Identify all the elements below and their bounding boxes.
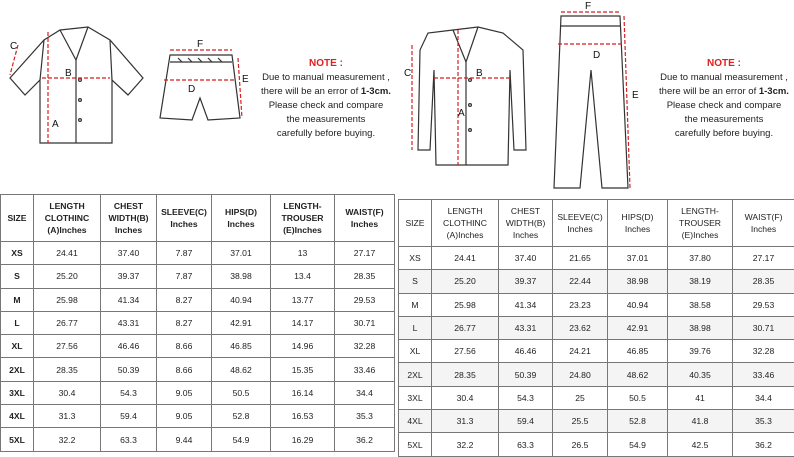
label-b: B — [476, 68, 483, 79]
size-cell: 5XL — [399, 433, 432, 456]
measurement-cell: 15.35 — [271, 358, 335, 381]
table-row — [1, 405, 395, 428]
column-header: CHEST WIDTH(B) Inches — [499, 200, 553, 247]
note-line-2: there will be an error of 1-3cm. — [258, 85, 394, 99]
measurement-cell: 41.34 — [101, 288, 157, 311]
measurement-cell: 8.27 — [157, 288, 212, 311]
measurement-cell: 37.80 — [668, 247, 733, 270]
size-cell: 4XL — [399, 410, 432, 433]
measurement-note — [258, 57, 394, 141]
measurement-cell: 54.3 — [499, 386, 553, 409]
measurement-cell: 16.29 — [271, 428, 335, 451]
measurement-cell: 7.87 — [157, 242, 212, 265]
measurement-cell: 40.94 — [608, 293, 668, 316]
measurement-cell: 54.9 — [608, 433, 668, 456]
measurement-cell: 27.17 — [335, 242, 395, 265]
measurement-note — [654, 57, 794, 141]
column-header: HIPS(D) Inches — [608, 200, 668, 247]
long-set-size-table — [398, 199, 794, 457]
label-e: E — [632, 90, 639, 101]
table-row — [1, 428, 395, 451]
measurement-cell: 38.98 — [212, 265, 271, 288]
column-header: WAIST(F) Inches — [733, 200, 794, 247]
measurement-cell: 32.2 — [34, 428, 101, 451]
size-cell: 2XL — [1, 358, 34, 381]
measurement-cell: 54.3 — [101, 381, 157, 404]
size-cell: XL — [1, 335, 34, 358]
measurement-cell: 37.40 — [499, 247, 553, 270]
measurement-cell: 9.44 — [157, 428, 212, 451]
measurement-cell: 16.14 — [271, 381, 335, 404]
table-row — [1, 335, 395, 358]
measurement-cell: 38.58 — [668, 293, 733, 316]
table-row — [399, 363, 794, 386]
measurement-cell: 36.2 — [335, 428, 395, 451]
measurement-cell: 40.94 — [212, 288, 271, 311]
measurement-cell: 43.31 — [499, 316, 553, 339]
measurement-cell: 33.46 — [733, 363, 794, 386]
column-header: SLEEVE(C) Inches — [553, 200, 608, 247]
column-header: SIZE — [399, 200, 432, 247]
measurement-cell: 40.35 — [668, 363, 733, 386]
note-line-5: carefully before buying. — [258, 127, 394, 141]
measurement-cell: 7.87 — [157, 265, 212, 288]
measurement-cell: 37.01 — [212, 242, 271, 265]
measurement-cell: 31.3 — [34, 405, 101, 428]
note-line-4: the measurements — [258, 113, 394, 127]
measurement-cell: 33.46 — [335, 358, 395, 381]
size-cell: XS — [399, 247, 432, 270]
column-header: CHEST WIDTH(B) Inches — [101, 195, 157, 242]
label-f: F — [197, 39, 203, 50]
measurement-cell: 50.39 — [101, 358, 157, 381]
size-cell: L — [1, 311, 34, 334]
size-cell: 3XL — [1, 381, 34, 404]
note-line-2: there will be an error of 1-3cm. — [654, 85, 794, 99]
measurement-cell: 9.05 — [157, 381, 212, 404]
size-cell: 3XL — [399, 386, 432, 409]
measurement-cell: 28.35 — [432, 363, 499, 386]
column-header: LENGTH CLOTHINC (A)Inches — [432, 200, 499, 247]
measurement-cell: 29.53 — [335, 288, 395, 311]
size-cell: S — [1, 265, 34, 288]
measurement-cell: 27.56 — [432, 340, 499, 363]
size-cell: 5XL — [1, 428, 34, 451]
measurement-cell: 42.91 — [608, 316, 668, 339]
table-row — [1, 358, 395, 381]
measurement-cell: 34.4 — [335, 381, 395, 404]
label-f: F — [585, 1, 591, 12]
measurement-cell: 8.66 — [157, 335, 212, 358]
measurement-cell: 50.39 — [499, 363, 553, 386]
measurement-cell: 26.5 — [553, 433, 608, 456]
measurement-cell: 26.77 — [432, 316, 499, 339]
measurement-cell: 39.76 — [668, 340, 733, 363]
measurement-cell: 13 — [271, 242, 335, 265]
label-a: A — [52, 119, 59, 130]
measurement-cell: 50.5 — [608, 386, 668, 409]
note-title: NOTE : — [654, 57, 794, 71]
size-cell: M — [1, 288, 34, 311]
size-cell: L — [399, 316, 432, 339]
table-header-row — [399, 200, 794, 247]
measurement-cell: 41.34 — [499, 293, 553, 316]
table-row — [399, 247, 794, 270]
size-cell: 2XL — [399, 363, 432, 386]
short-sleeve-set-panel — [0, 0, 394, 447]
table-row — [1, 311, 395, 334]
measurement-cell: 25.98 — [432, 293, 499, 316]
measurement-cell: 30.71 — [733, 316, 794, 339]
measurement-cell: 37.40 — [101, 242, 157, 265]
measurement-cell: 46.46 — [101, 335, 157, 358]
measurement-cell: 32.28 — [335, 335, 395, 358]
long-sleeve-set-panel — [398, 0, 794, 447]
table-row — [399, 433, 794, 456]
table-row — [1, 265, 395, 288]
trousers-illustration — [554, 16, 628, 188]
measurement-cell: 8.66 — [157, 358, 212, 381]
measurement-cell: 48.62 — [212, 358, 271, 381]
measurement-cell: 35.3 — [335, 405, 395, 428]
measurement-cell: 42.5 — [668, 433, 733, 456]
measurement-cell: 52.8 — [212, 405, 271, 428]
measurement-cell: 35.3 — [733, 410, 794, 433]
table-row — [399, 386, 794, 409]
column-header: SIZE — [1, 195, 34, 242]
measurement-cell: 25.20 — [432, 270, 499, 293]
short-set-size-table — [0, 194, 395, 452]
table-row — [1, 381, 395, 404]
note-line-1: Due to manual measurement , — [654, 71, 794, 85]
measurement-cell: 31.3 — [432, 410, 499, 433]
measurement-cell: 54.9 — [212, 428, 271, 451]
measurement-cell: 29.53 — [733, 293, 794, 316]
measurement-cell: 25.5 — [553, 410, 608, 433]
measurement-cell: 37.01 — [608, 247, 668, 270]
measurement-cell: 34.4 — [733, 386, 794, 409]
measurement-cell: 28.35 — [34, 358, 101, 381]
note-line-3: Please check and compare — [654, 99, 794, 113]
measurement-cell: 52.8 — [608, 410, 668, 433]
note-title: NOTE : — [258, 57, 394, 71]
note-line-3: Please check and compare — [258, 99, 394, 113]
column-header: LENGTH- TROUSER (E)Inches — [271, 195, 335, 242]
measurement-cell: 23.23 — [553, 293, 608, 316]
measurement-cell: 27.17 — [733, 247, 794, 270]
measurement-cell: 14.17 — [271, 311, 335, 334]
size-cell: S — [399, 270, 432, 293]
measurement-cell: 41.8 — [668, 410, 733, 433]
long-shirt-illustration — [418, 27, 526, 165]
table-header-row — [1, 195, 395, 242]
measurement-cell: 59.4 — [499, 410, 553, 433]
measurement-cell: 50.5 — [212, 381, 271, 404]
table-row — [399, 410, 794, 433]
note-line-4: the measurements — [654, 113, 794, 127]
measurement-cell: 46.85 — [212, 335, 271, 358]
measurement-cell: 30.4 — [432, 386, 499, 409]
measurement-cell: 23.62 — [553, 316, 608, 339]
measurement-cell: 38.98 — [668, 316, 733, 339]
note-line-1: Due to manual measurement , — [258, 71, 394, 85]
measurement-cell: 30.71 — [335, 311, 395, 334]
measurement-cell: 24.41 — [432, 247, 499, 270]
measurement-cell: 21.65 — [553, 247, 608, 270]
table-row — [399, 270, 794, 293]
measurement-cell: 32.28 — [733, 340, 794, 363]
column-header: LENGTH CLOTHINC (A)Inches — [34, 195, 101, 242]
size-cell: XL — [399, 340, 432, 363]
measurement-cell: 24.41 — [34, 242, 101, 265]
measurement-cell: 24.21 — [553, 340, 608, 363]
table-row — [1, 242, 395, 265]
measurement-cell: 9.05 — [157, 405, 212, 428]
label-d: D — [593, 50, 600, 61]
measurement-cell: 27.56 — [34, 335, 101, 358]
column-header: SLEEVE(C) Inches — [157, 195, 212, 242]
measurement-cell: 30.4 — [34, 381, 101, 404]
column-header: LENGTH- TROUSER (E)Inches — [668, 200, 733, 247]
measurement-cell: 36.2 — [733, 433, 794, 456]
measurement-cell: 25.20 — [34, 265, 101, 288]
label-c: C — [10, 41, 17, 52]
size-cell: M — [399, 293, 432, 316]
measurement-cell: 28.35 — [335, 265, 395, 288]
measurement-cell: 43.31 — [101, 311, 157, 334]
size-cell: 4XL — [1, 405, 34, 428]
measurement-cell: 41 — [668, 386, 733, 409]
label-a: A — [458, 108, 465, 119]
measurement-cell: 39.37 — [499, 270, 553, 293]
measurement-cell: 38.98 — [608, 270, 668, 293]
label-d: D — [188, 84, 195, 95]
measurement-cell: 22.44 — [553, 270, 608, 293]
measurement-cell: 13.77 — [271, 288, 335, 311]
measurement-cell: 59.4 — [101, 405, 157, 428]
measurement-cell: 48.62 — [608, 363, 668, 386]
label-b: B — [65, 68, 72, 79]
table-row — [399, 316, 794, 339]
note-line-5: carefully before buying. — [654, 127, 794, 141]
column-header: WAIST(F) Inches — [335, 195, 395, 242]
shirt-illustration — [10, 27, 143, 143]
size-cell: XS — [1, 242, 34, 265]
measurement-cell: 38.19 — [668, 270, 733, 293]
measurement-cell: 42.91 — [212, 311, 271, 334]
measurement-cell: 16.53 — [271, 405, 335, 428]
label-e: E — [242, 74, 249, 85]
column-header: HIPS(D) Inches — [212, 195, 271, 242]
measurement-cell: 25.98 — [34, 288, 101, 311]
table-row — [399, 293, 794, 316]
measurement-cell: 32.2 — [432, 433, 499, 456]
measurement-cell: 28.35 — [733, 270, 794, 293]
measurement-cell: 63.3 — [499, 433, 553, 456]
measurement-cell: 46.46 — [499, 340, 553, 363]
shorts-illustration — [160, 55, 240, 120]
measurement-cell: 8.27 — [157, 311, 212, 334]
label-c: C — [404, 68, 411, 79]
measurement-cell: 13.4 — [271, 265, 335, 288]
measurement-cell: 26.77 — [34, 311, 101, 334]
table-row — [1, 288, 395, 311]
measurement-cell: 46.85 — [608, 340, 668, 363]
measurement-cell: 63.3 — [101, 428, 157, 451]
measurement-cell: 39.37 — [101, 265, 157, 288]
measurement-cell: 14.96 — [271, 335, 335, 358]
measurement-cell: 24.80 — [553, 363, 608, 386]
table-row — [399, 340, 794, 363]
measurement-cell: 25 — [553, 386, 608, 409]
